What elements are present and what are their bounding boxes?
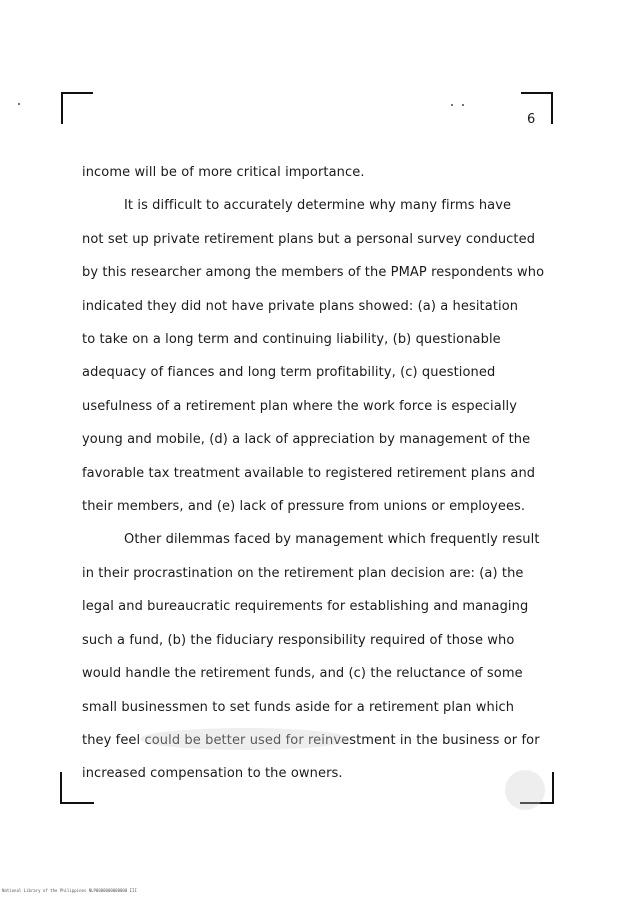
text-line: income will be of more critical importance. bbox=[82, 165, 365, 180]
text-line: Other dilemmas faced by management which frequently result bbox=[124, 532, 540, 548]
text-line: not set up private retirement plans but a personal survey conducted bbox=[82, 231, 536, 247]
crop-mark-top-left bbox=[61, 92, 93, 124]
text-line: would handle the retirement funds, and (c) the reluctance of some bbox=[82, 666, 523, 682]
text-line: such a fund, (b) the fiduciary responsibility required of those who bbox=[82, 632, 515, 648]
text-line: It is difficult to accurately determine why many firms have bbox=[124, 198, 512, 214]
scan-smudge bbox=[140, 728, 350, 750]
text-line: they feel could be better used for reinvestment in the business or for bbox=[82, 732, 540, 748]
scan-smudge bbox=[505, 770, 545, 810]
text-line: by this researcher among the members of the PMAP respondents who bbox=[82, 265, 545, 281]
text-line: small businessmen to set funds aside for a retirement plan which bbox=[82, 699, 515, 715]
text-line: young and mobile, (d) a lack of appreciation by management of the bbox=[82, 432, 531, 448]
text-line: increased compensation to the owners. bbox=[82, 766, 343, 782]
text-line: to take on a long term and continuing liability, (b) questionable bbox=[82, 332, 501, 348]
text-line: legal and bureaucratic requirements for establishing and managing bbox=[82, 599, 529, 615]
scan-speck bbox=[451, 104, 453, 106]
text-line: in their procrastination on the retirement plan decision are: (a) the bbox=[82, 565, 524, 581]
text-line: their members, and (e) lack of pressure from unions or employees. bbox=[82, 499, 526, 515]
text-line: usefulness of a retirement plan where the work force is especially bbox=[82, 398, 518, 414]
scan-speck bbox=[18, 103, 20, 105]
page-number: 6 bbox=[527, 112, 536, 127]
text-line: indicated they did not have private plans showed: (a) a hesitation bbox=[82, 298, 519, 314]
crop-mark-top-right bbox=[521, 92, 553, 124]
text-line: favorable tax treatment available to registered retirement plans and bbox=[82, 465, 536, 481]
text-line: adequacy of fiances and long term profitability, (c) questioned bbox=[82, 365, 496, 381]
body-text bbox=[82, 156, 552, 791]
scan-speck bbox=[462, 104, 464, 106]
archive-stamp: National Library of the Philippines NLP0000000000000 III bbox=[2, 888, 137, 893]
